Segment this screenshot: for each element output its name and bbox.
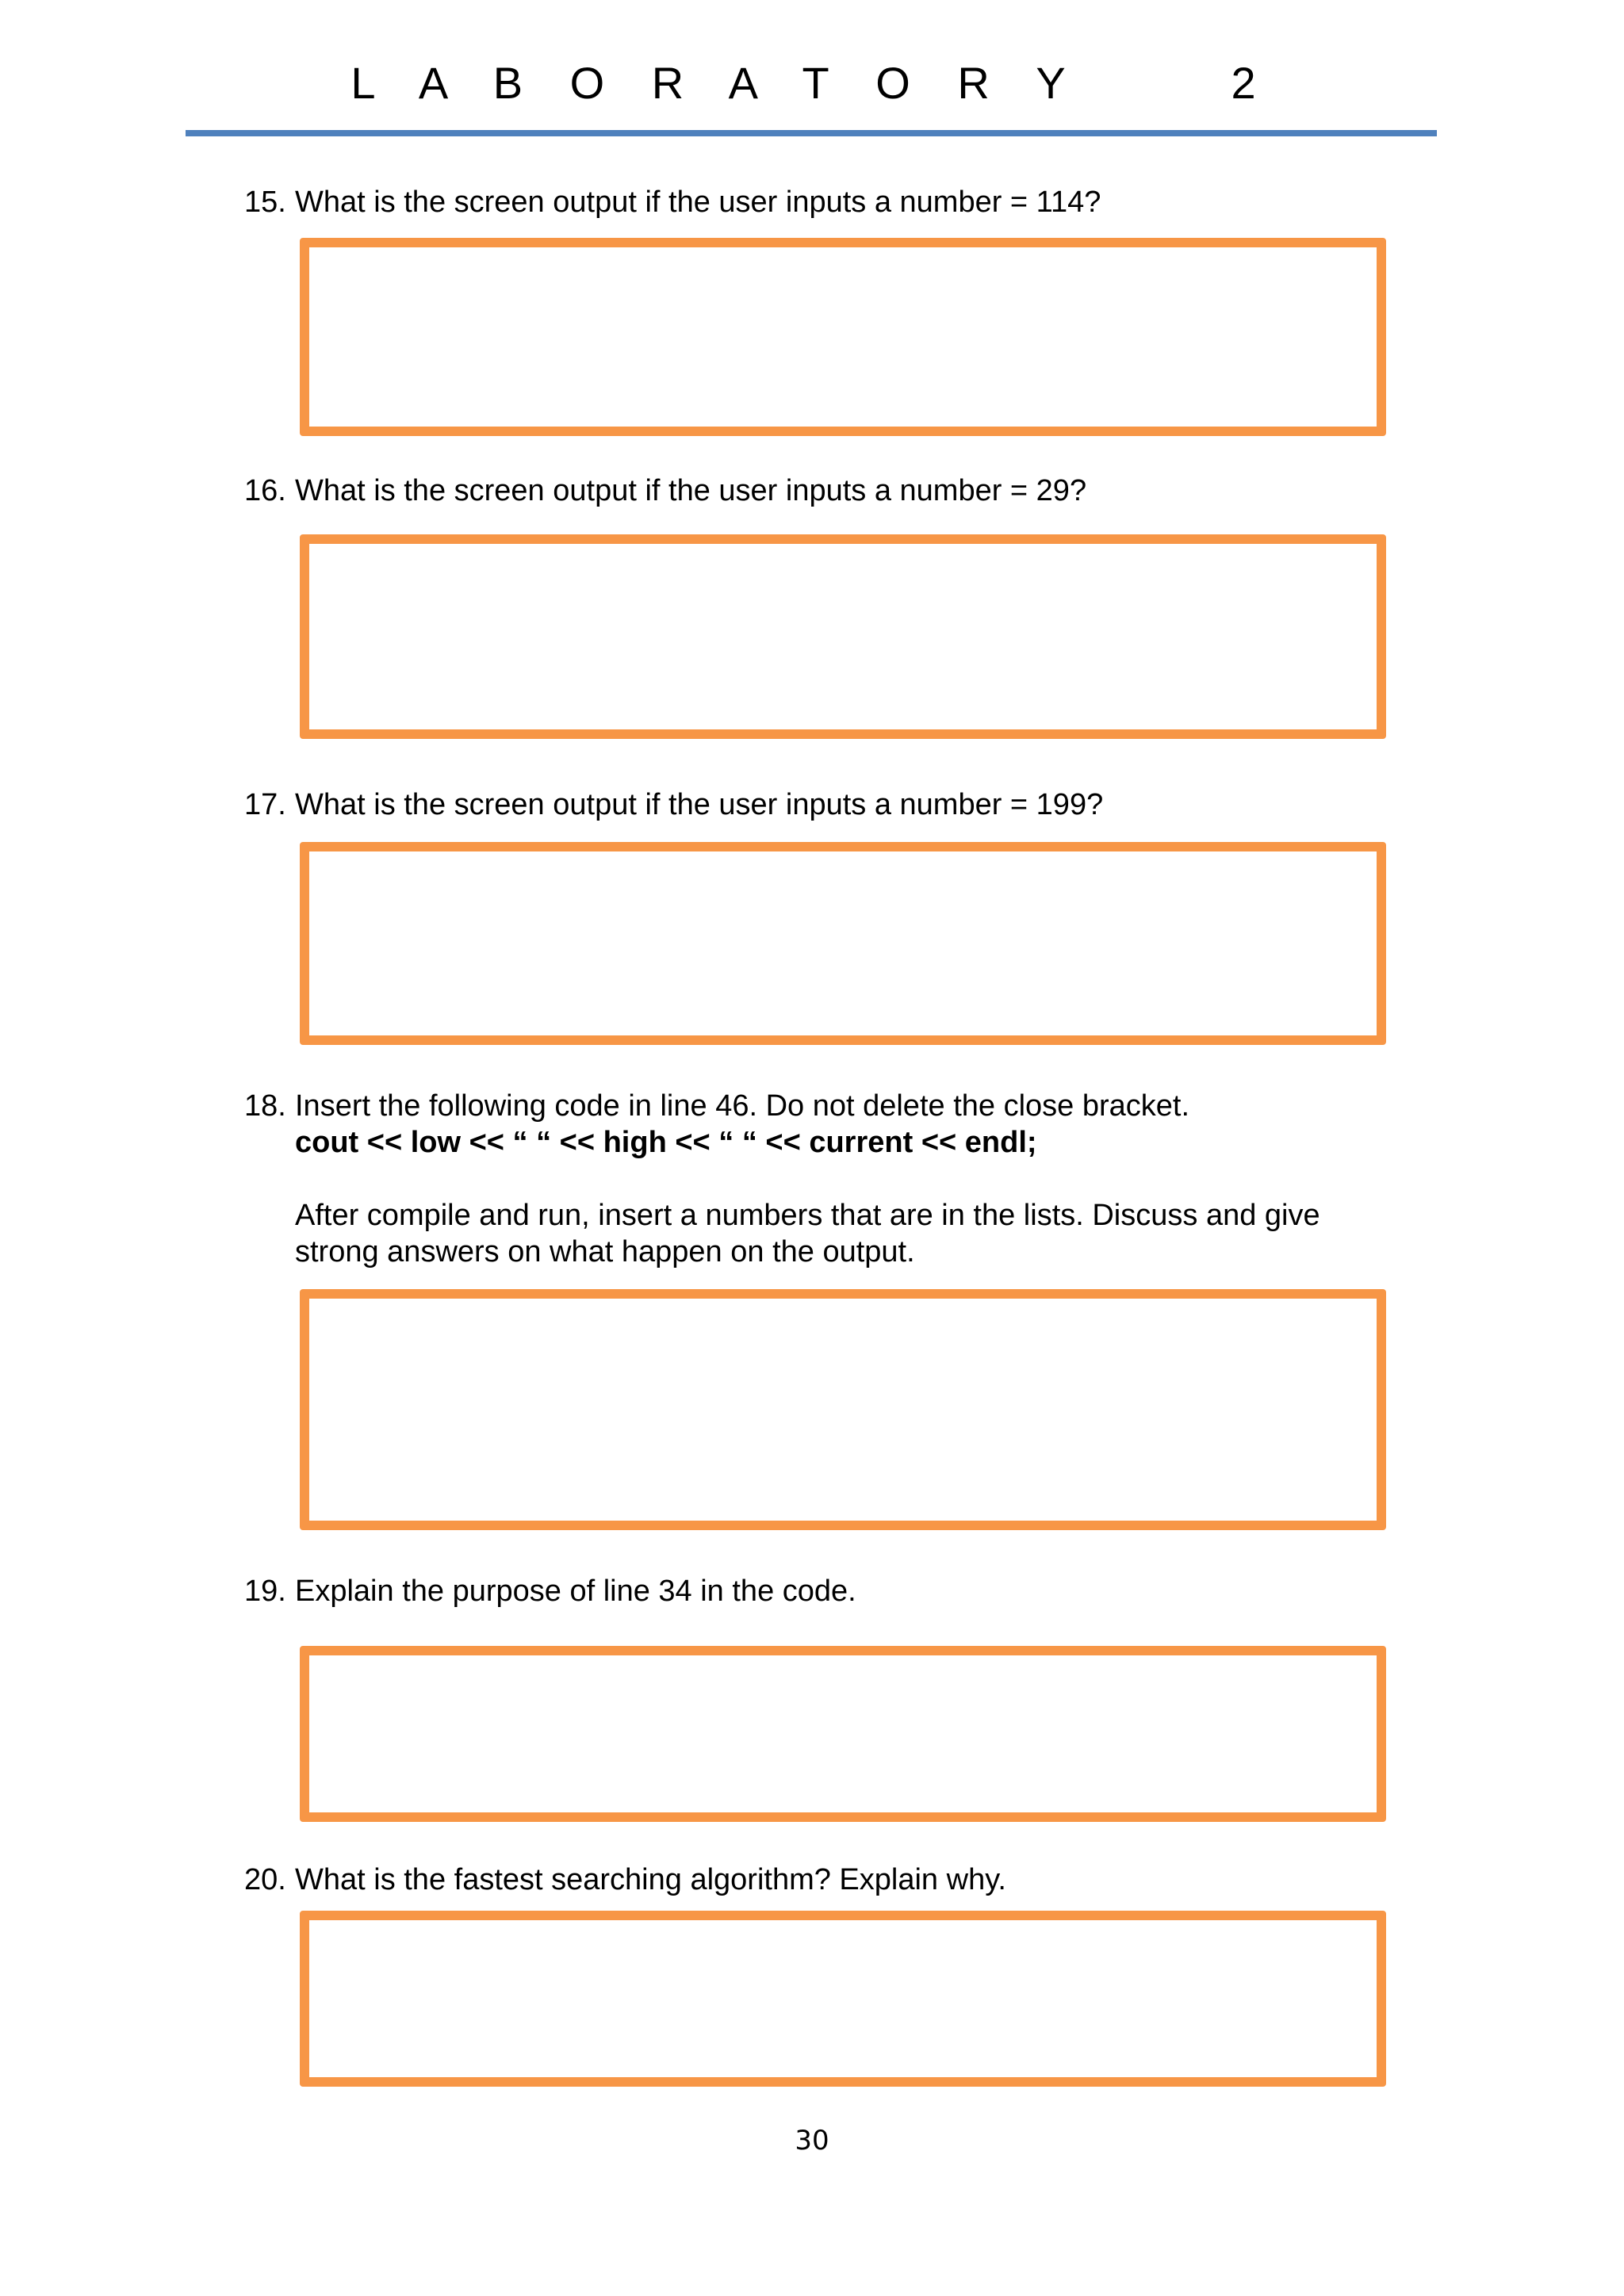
question-18-followup-line-2: strong answers on what happen on the output. xyxy=(295,1235,915,1269)
question-20-number: 20. xyxy=(244,1863,286,1896)
page-title: L A B O R A T O R Y 2 xyxy=(350,58,1274,108)
question-15-number: 15. xyxy=(244,186,286,219)
question-16-number: 16. xyxy=(244,474,286,507)
answer-box-16[interactable] xyxy=(300,534,1386,739)
question-18-followup-line-1: After compile and run, insert a numbers that are in the lists. Discuss and give xyxy=(295,1199,1320,1232)
answer-box-19[interactable] xyxy=(300,1646,1386,1822)
question-15-text: What is the screen output if the user inputs a number = 114? xyxy=(295,186,1101,219)
answer-box-20[interactable] xyxy=(300,1911,1386,2087)
question-19-text: Explain the purpose of line 34 in the code. xyxy=(295,1575,856,1608)
question-18-number: 18. xyxy=(244,1089,286,1123)
question-18-code: cout << low << “ “ << high << “ “ << current << endl; xyxy=(295,1126,1037,1159)
question-16-text: What is the screen output if the user inputs a number = 29? xyxy=(295,474,1087,507)
question-19-number: 19. xyxy=(244,1575,286,1608)
header-divider xyxy=(186,130,1437,136)
page-number: 30 xyxy=(795,2125,829,2156)
question-17-text: What is the screen output if the user inputs a number = 199? xyxy=(295,788,1104,821)
question-18-text: Insert the following code in line 46. Do not delete the close bracket. xyxy=(295,1089,1190,1123)
question-17-number: 17. xyxy=(244,788,286,821)
question-20-text: What is the fastest searching algorithm? Explain why. xyxy=(295,1863,1006,1896)
answer-box-18[interactable] xyxy=(300,1289,1386,1530)
answer-box-17[interactable] xyxy=(300,842,1386,1045)
answer-box-15[interactable] xyxy=(300,238,1386,436)
